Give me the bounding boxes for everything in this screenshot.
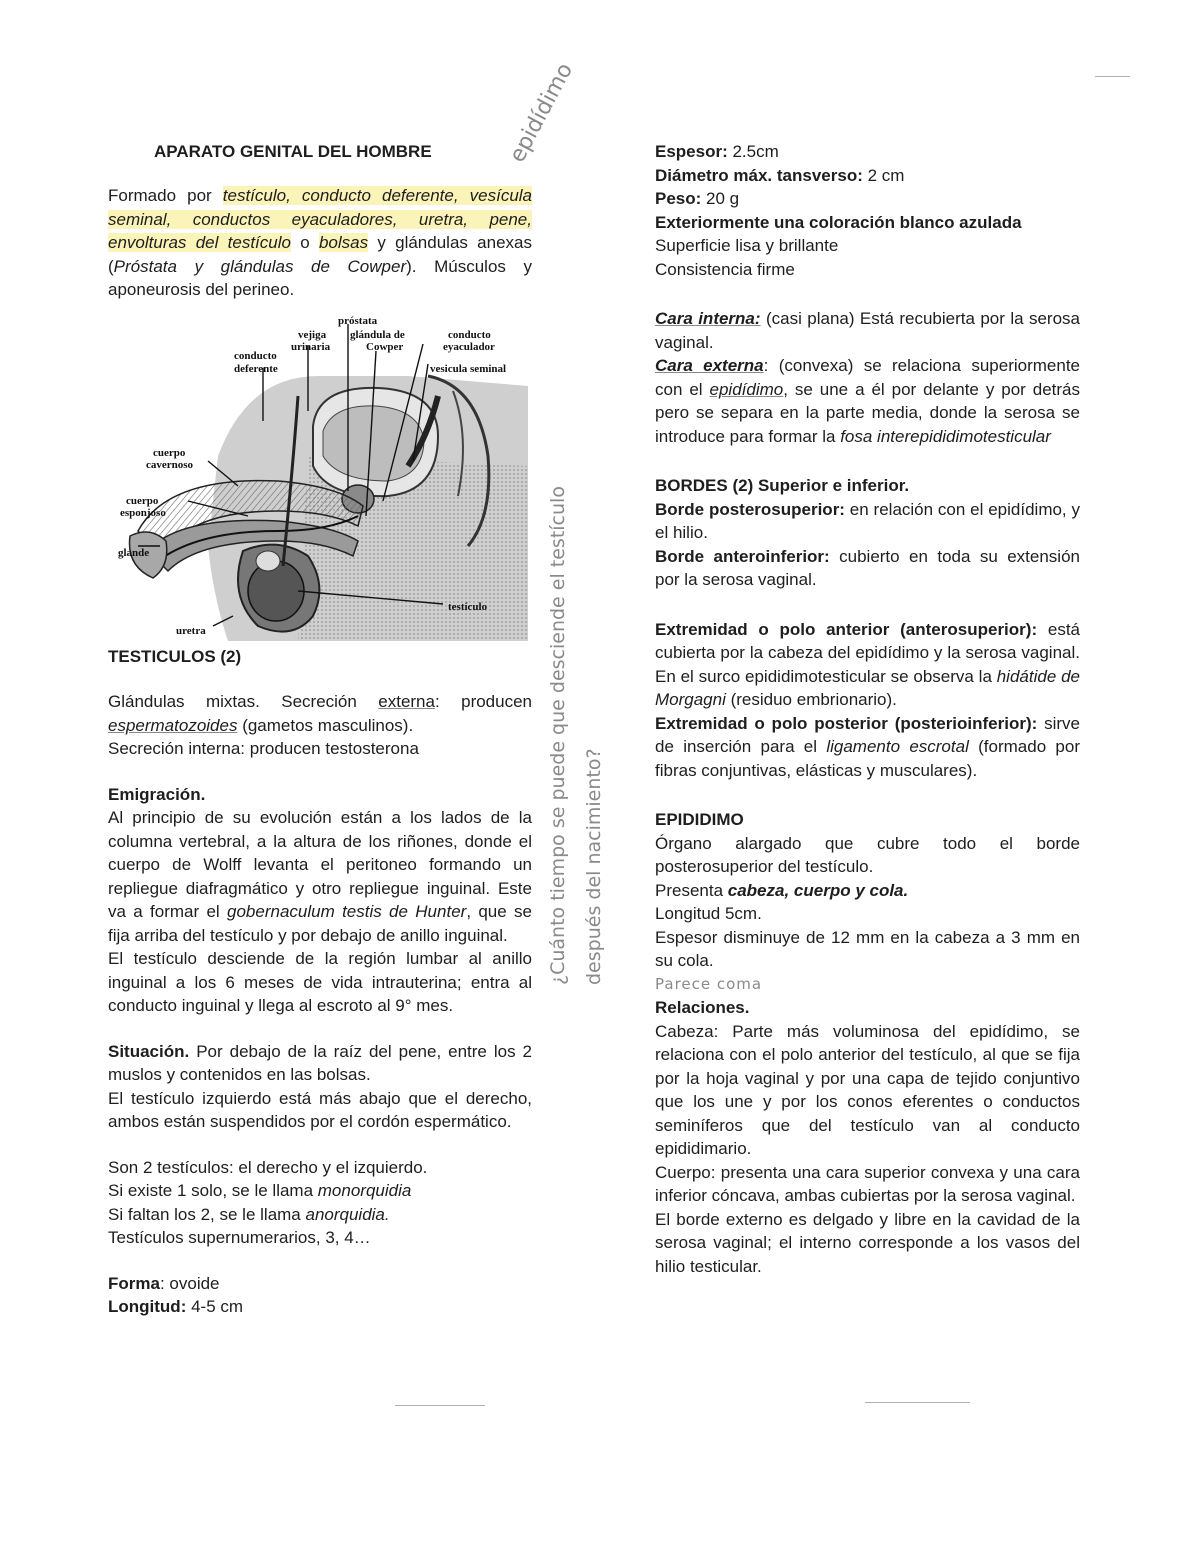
extremidad-posterior: Extremidad o polo posterior (posterioinferior): sirve de inserción para el ligamento escrotal (formado por fibras conjuntivas, elásticas y musculares). (655, 713, 1080, 780)
margin-note-question: ¿Cuánto tiempo se puede que desciende el testículo después del nacimiento? (547, 486, 605, 985)
label-vejiga-1: vejiga (298, 328, 327, 341)
label-testiculo: testículo (448, 600, 488, 613)
label-glande: glande (118, 546, 150, 559)
emigracion-heading: Emigración. (108, 784, 206, 804)
label-prostata: próstata (338, 315, 378, 327)
testiculos-paragraph: Glándulas mixtas. Secreción externa: producen espermatozoides (gametos masculinos). (108, 692, 533, 735)
testiculos-heading: TESTICULOS (2) (108, 646, 242, 666)
label-cavernoso-2: cavernoso (146, 458, 194, 471)
secrecion-interna: Secreción interna: producen testosterona (108, 739, 419, 758)
intro-paragraph: Formado por testículo, conducto deferente, vesícula seminal, conductos eyaculadores, uretra, pene, envolturas del testículo o bolsas y glándulas anexas (Próstata y glándulas de Cowper). Músculos y aponeurosis del perineo. (108, 186, 532, 299)
anatomy-figure (108, 316, 532, 641)
epididimo-paragraph-1: Órgano alargado que cubre todo el borde posterosuperior del testículo. (655, 833, 1080, 876)
anatomy-illustration (108, 316, 532, 641)
scan-mark-3 (1095, 76, 1130, 77)
extremidad-anterior: Extremidad o polo anterior (anterosuperior): está cubierta por la cabeza del epidídimo y la serosa vaginal. En el surco epididimotesticular se observa la hidátide de Morgagni (residuo embrionario). (655, 619, 1080, 709)
cantidad-line-4: Testículos supernumerarios, 3, 4… (108, 1228, 371, 1247)
label-esponjoso-2: esponjoso (120, 506, 166, 519)
cantidad-line-2: Si existe 1 solo, se le llama monorquidia (108, 1181, 412, 1200)
scan-mark-1 (395, 1405, 485, 1406)
epididimo-heading: EPIDIDIMO (655, 810, 744, 829)
diametro-line: Diámetro máx. tansverso: 2 cm (655, 165, 905, 185)
relaciones-borde: El borde externo es delgado y libre en la cavidad de la serosa vaginal; el interno corresponde a los vasos del hilio testicular. (655, 1209, 1080, 1276)
relaciones-cabeza: Cabeza: Parte más voluminosa del epidídimo, se relaciona con el polo anterior del testículo, al que se fija por la hoja vaginal y por una capa de tejido conjuntivo que los une y por los conos eferentes o conductos seminíferos que del testículo van al conducto epididimario. (655, 1021, 1080, 1158)
label-cavernoso-1: cuerpo (153, 446, 186, 459)
cantidad-line-1: Son 2 testículos: el derecho y el izquierdo. (108, 1157, 428, 1177)
bordes-heading: BORDES (2) Superior e inferior. (655, 476, 910, 495)
borde-anteroinferior: Borde anteroinferior: cubierto en toda su extensión por la serosa vaginal. (655, 546, 1080, 589)
longitud-line: Longitud: 4-5 cm (108, 1297, 244, 1316)
page-title: APARATO GENITAL DEL HOMBRE (154, 142, 432, 161)
right-column (655, 140, 1080, 1278)
exterior-line: Exteriormente una coloración blanco azulada (655, 212, 1022, 232)
superficie-line: Superficie lisa y brillante (655, 236, 839, 255)
cantidad-line-3: Si faltan los 2, se le llama anorquidia. (108, 1204, 390, 1224)
label-uretra: uretra (176, 624, 206, 637)
label-deferente-1: conducto (234, 349, 277, 362)
scan-mark-2 (865, 1402, 970, 1403)
label-eyaculador-1: conducto (448, 328, 491, 341)
handwritten-note-inline: Parece coma (655, 974, 763, 993)
situacion-paragraph-2: El testículo izquierdo está más abajo que el derecho, ambos están suspendidos por el cordón espermático. (108, 1088, 532, 1131)
forma-line: Forma: ovoide (108, 1273, 220, 1293)
epididimo-espesor: Espesor disminuye de 12 mm en la cabeza a 3 mm en su cola. (655, 927, 1080, 970)
espesor-line: Espesor: 2.5cm (655, 142, 779, 161)
margin-note-epididimo: epidídimo (505, 59, 579, 167)
emigracion-paragraph-2: El testículo desciende de la región lumbar al anillo inguinal a los 6 meses de vida intrauterina; entra al conducto inguinal y llega al escroto al 9° mes. (108, 949, 532, 1015)
label-esponjoso-1: cuerpo (126, 494, 159, 507)
cara-interna-paragraph: Cara interna: (casi plana) Está recubierta por la serosa vaginal. (655, 309, 1080, 352)
emigracion-paragraph-1: Al principio de su evolución están a los lados de la columna vertebral, a la altura de los riñones, donde el cuerpo de Wolff levanta el peritoneo formando un repliegue diafragmático y otro repliegue inguinal. Este va a formar el gobernaculum testis de Hunter, que se fija arriba del testículo y por debajo de anillo inguinal. (108, 808, 532, 945)
label-vesicula: vesicula seminal (430, 362, 507, 375)
label-cowper-1: glándula de (350, 328, 405, 341)
consistencia-line: Consistencia firme (655, 259, 795, 279)
epididimo-partes: Presenta cabeza, cuerpo y cola. (655, 880, 909, 900)
left-column (108, 140, 532, 1319)
label-eyaculador-2: eyaculador (443, 340, 495, 353)
label-vejiga-2: urinaria (291, 340, 331, 353)
relaciones-cuerpo: Cuerpo: presenta una cara superior convexa y una cara inferior cóncava, ambas cubiertas por la serosa vaginal. (655, 1162, 1080, 1205)
relaciones-heading: Relaciones. (655, 998, 750, 1017)
peso-line: Peso: 20 g (655, 189, 740, 208)
cara-externa-paragraph: Cara externa: (convexa) se relaciona superiormente con el epidídimo, se une a él por delante y por detrás pero se separa en la parte media, donde la serosa se introduce para formar la fosa interepididimotesticular (655, 356, 1080, 446)
borde-posterosuperior: Borde posterosuperior: en relación con el epidídimo, y el hilio. (655, 499, 1080, 542)
label-deferente-2: deferente (234, 362, 278, 375)
situacion-paragraph: Situación. Por debajo de la raíz del pene, entre los 2 muslos y contenidos en las bolsas. (108, 1041, 532, 1084)
label-cowper-2: Cowper (366, 340, 404, 353)
epididimo-longitud: Longitud 5cm. (655, 904, 762, 923)
